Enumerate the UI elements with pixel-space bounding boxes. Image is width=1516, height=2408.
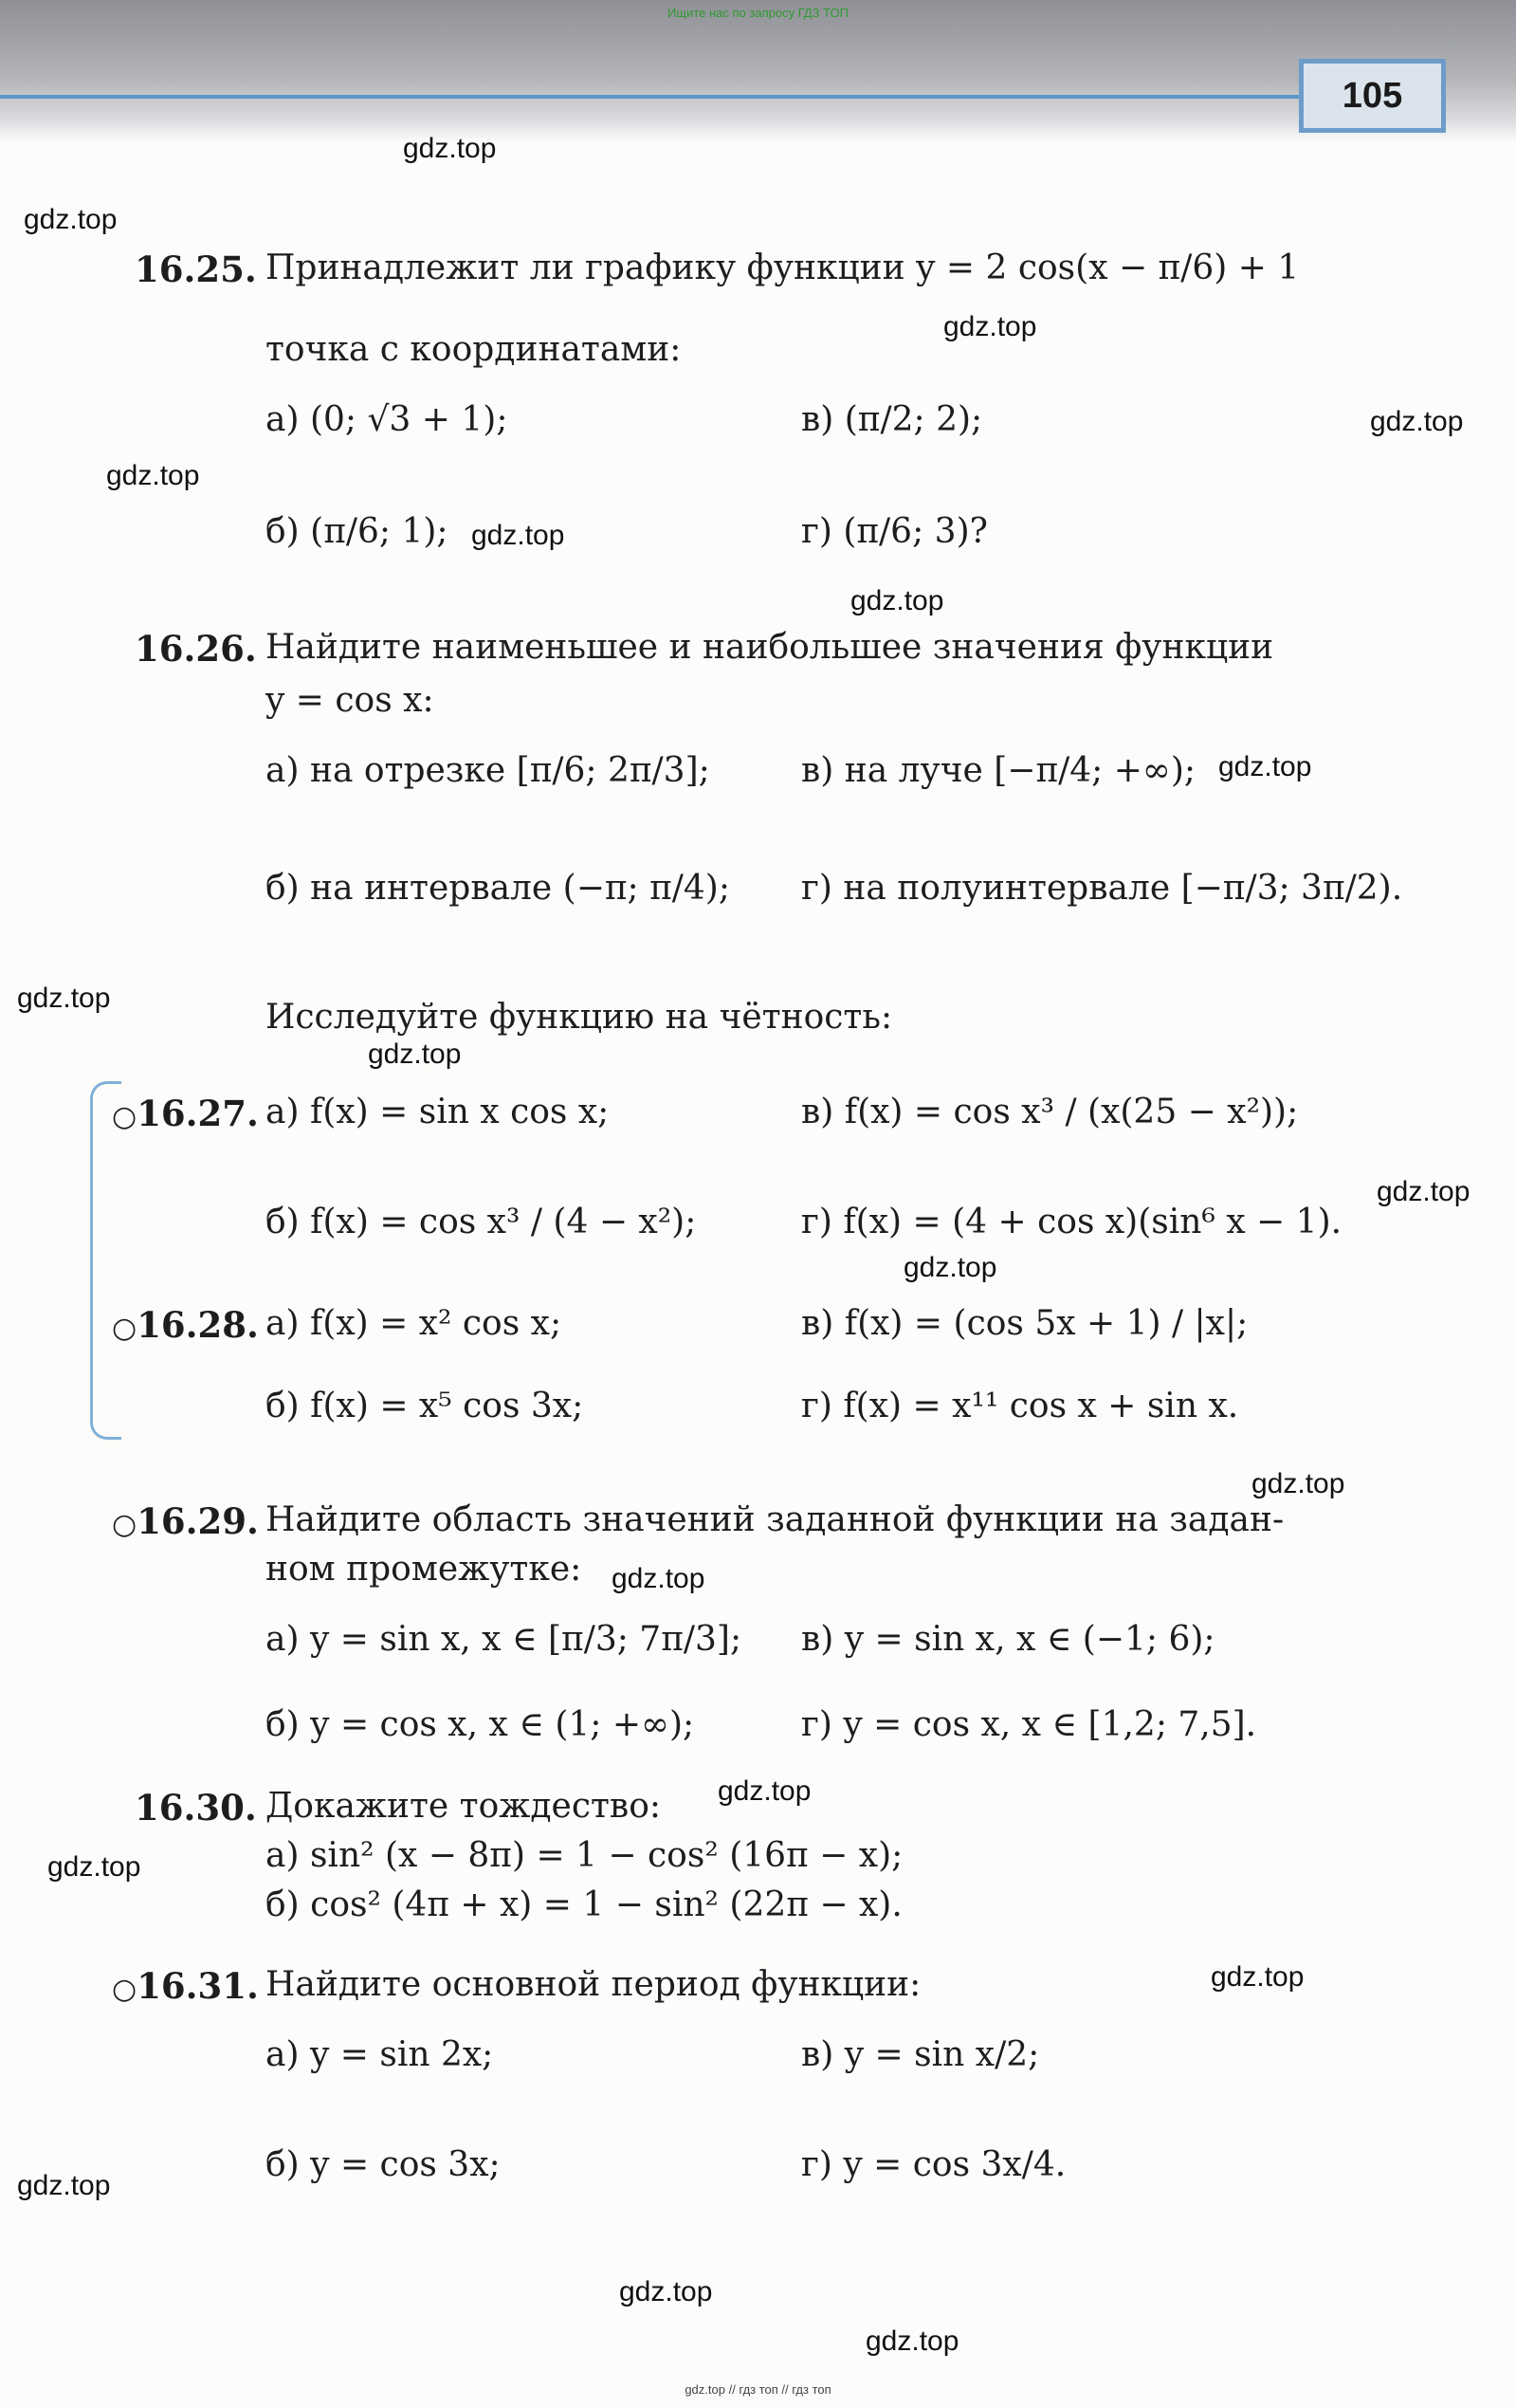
top-note: Ищите нас по запросу ГДЗ ТОП bbox=[667, 6, 849, 20]
problem-text: ном промежутке: bbox=[265, 1550, 582, 1589]
page-header-band bbox=[0, 0, 1516, 142]
answer-option: в) на луче [−π/4; +∞); bbox=[801, 751, 1196, 790]
answer-option: в) (π/2; 2); bbox=[801, 400, 983, 439]
watermark: gdz.top bbox=[1377, 1176, 1470, 1207]
problem-text: Принадлежит ли графику функции y = 2 cos(x − π/6) + 1 bbox=[265, 248, 1300, 287]
answer-option: а) (0; √3 + 1); bbox=[265, 400, 508, 439]
problem-text: y = cos x: bbox=[265, 681, 434, 720]
problem-number: ○16.29. bbox=[112, 1500, 259, 1542]
watermark: gdz.top bbox=[368, 1039, 462, 1070]
answer-option: а) на отрезке [π/6; 2π/3]; bbox=[265, 751, 710, 790]
watermark: gdz.top bbox=[106, 460, 200, 491]
answer-option: б) f(x) = cos x³ / (4 − x²); bbox=[265, 1203, 697, 1241]
watermark: gdz.top bbox=[24, 204, 118, 235]
problem-text: Докажите тождество: bbox=[265, 1787, 662, 1826]
answer-option: б) y = cos x, x ∈ (1; +∞); bbox=[265, 1705, 695, 1744]
watermark: gdz.top bbox=[17, 983, 111, 1014]
watermark: gdz.top bbox=[403, 133, 497, 164]
watermark: gdz.top bbox=[850, 585, 944, 616]
footer-note: gdz.top // гдз топ // гдз топ bbox=[685, 2382, 831, 2397]
watermark: gdz.top bbox=[904, 1252, 997, 1283]
watermark: gdz.top bbox=[471, 520, 565, 551]
answer-option: а) f(x) = x² cos x; bbox=[265, 1304, 562, 1343]
answer-option: а) sin² (x − 8π) = 1 − cos² (16π − x); bbox=[265, 1836, 904, 1875]
watermark: gdz.top bbox=[718, 1775, 812, 1807]
answer-option: в) f(x) = (cos 5x + 1) / |x|; bbox=[801, 1304, 1249, 1343]
answer-option: в) y = sin x/2; bbox=[801, 2035, 1040, 2074]
header-rule bbox=[0, 95, 1308, 99]
answer-option: г) f(x) = (4 + cos x)(sin⁶ x − 1). bbox=[801, 1203, 1342, 1241]
watermark: gdz.top bbox=[866, 2325, 959, 2357]
problem-number: 16.25. bbox=[135, 248, 257, 290]
watermark: gdz.top bbox=[17, 2170, 111, 2201]
problem-text: точка с координатами: bbox=[265, 330, 682, 369]
problem-number: ○16.27. bbox=[112, 1093, 259, 1134]
watermark: gdz.top bbox=[1251, 1468, 1345, 1499]
answer-option: б) f(x) = x⁵ cos 3x; bbox=[265, 1387, 584, 1425]
answer-option: г) f(x) = x¹¹ cos x + sin x. bbox=[801, 1387, 1239, 1425]
watermark: gdz.top bbox=[1370, 406, 1464, 437]
problem-number-text: 16.29. bbox=[137, 1500, 259, 1542]
answer-option: а) f(x) = sin x cos x; bbox=[265, 1093, 610, 1131]
answer-option: б) (π/6; 1); bbox=[265, 512, 448, 551]
watermark: gdz.top bbox=[47, 1851, 141, 1883]
group-bracket bbox=[90, 1081, 121, 1440]
problem-number: ○16.31. bbox=[112, 1965, 259, 2007]
answer-option: б) y = cos 3x; bbox=[265, 2145, 501, 2184]
problem-number-text: 16.31. bbox=[137, 1965, 259, 2007]
answer-option: а) y = sin 2x; bbox=[265, 2035, 494, 2074]
watermark: gdz.top bbox=[943, 311, 1037, 342]
answer-option: г) y = cos x, x ∈ [1,2; 7,5]. bbox=[801, 1705, 1257, 1744]
problem-text: Найдите основной период функции: bbox=[265, 1965, 922, 2004]
page-number: 105 bbox=[1299, 59, 1446, 133]
answer-option: г) на полуинтервале [−π/3; 3π/2). bbox=[801, 869, 1403, 908]
watermark: gdz.top bbox=[612, 1563, 705, 1594]
answer-option: в) y = sin x, x ∈ (−1; 6); bbox=[801, 1620, 1215, 1659]
problem-text: Найдите область значений заданной функции на задан- bbox=[265, 1500, 1285, 1539]
answer-option: б) cos² (4π + x) = 1 − sin² (22π − x). bbox=[265, 1885, 903, 1924]
section-intro: Исследуйте функцию на чётность: bbox=[265, 998, 893, 1037]
answer-option: б) на интервале (−π; π/4); bbox=[265, 869, 730, 908]
answer-option: г) (π/6; 3)? bbox=[801, 512, 988, 551]
watermark: gdz.top bbox=[1218, 751, 1312, 782]
watermark: gdz.top bbox=[1211, 1961, 1305, 1993]
watermark: gdz.top bbox=[619, 2276, 713, 2307]
problem-number: ○16.28. bbox=[112, 1304, 259, 1346]
problem-text: Найдите наименьшее и наибольшее значения функции bbox=[265, 628, 1274, 667]
answer-option: в) f(x) = cos x³ / (x(25 − x²)); bbox=[801, 1093, 1299, 1131]
problem-number: 16.26. bbox=[135, 628, 257, 670]
problem-number: 16.30. bbox=[135, 1787, 257, 1829]
problem-number-text: 16.28. bbox=[137, 1304, 259, 1346]
problem-number-text: 16.27. bbox=[137, 1093, 259, 1134]
answer-option: г) y = cos 3x/4. bbox=[801, 2145, 1067, 2184]
answer-option: а) y = sin x, x ∈ [π/3; 7π/3]; bbox=[265, 1620, 742, 1659]
